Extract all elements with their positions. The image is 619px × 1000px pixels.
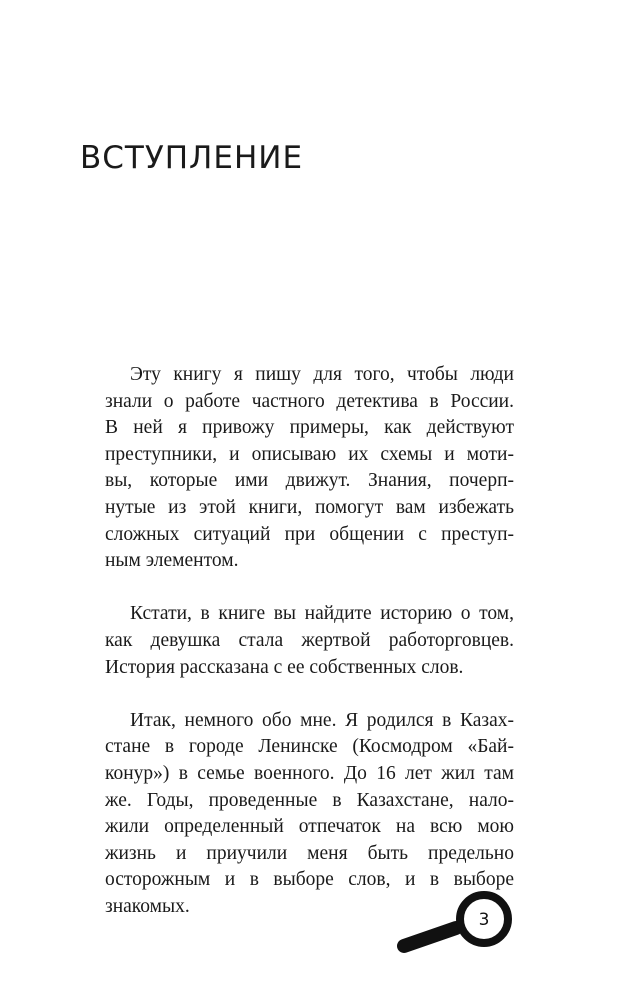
text-line: конур») в семье военного. До 16 лет жил там: [105, 762, 514, 784]
page-number-marker: [394, 886, 520, 960]
text-line: История рассказана с ее собственных слов.: [105, 656, 464, 678]
text-line: Кстати, в книге вы найдите историю о том,: [130, 603, 514, 625]
text-line: жили определенный отпечаток на всю мою: [105, 816, 514, 838]
text-line: знали о работе частного детектива в России.: [105, 390, 514, 412]
text-line: Эту книгу я пишу для того, чтобы люди: [130, 364, 514, 385]
text-line: В ней я привожу примеры, как действуют: [105, 417, 514, 439]
text-line: вы, которые ими движут. Знания, почерп-: [105, 470, 514, 492]
text-line: жизнь и приучили меня быть предельно: [105, 842, 514, 864]
magnifying-glass-icon: [404, 895, 508, 946]
chapter-title: ВСТУПЛЕНИЕ: [80, 140, 304, 176]
body-text: [80, 362, 514, 920]
text-line: ным элементом.: [105, 550, 239, 572]
paragraph-story-note: [80, 601, 514, 681]
text-line: преступники, и описываю их схемы и моти-: [105, 443, 514, 465]
text-line: нутые из этой книги, помогут вам избежать: [105, 496, 514, 518]
text-line: как девушка стала жертвой работорговцев.: [105, 629, 514, 651]
page-number: 3: [478, 910, 490, 930]
text-line: же. Годы, проведенные в Казахстане, нало-: [105, 789, 514, 811]
paragraph-intro: [80, 362, 514, 575]
text-line: Итак, немного обо мне. Я родился в Казах-: [130, 709, 514, 731]
text-line: сложных ситуаций при общении с преступ-: [105, 523, 514, 545]
text-line: знакомых.: [105, 895, 190, 917]
text-line: осторожным и в выборе слов, и в выборе: [105, 869, 514, 891]
text-line: стане в городе Ленинске (Космодром «Бай-: [105, 736, 514, 758]
